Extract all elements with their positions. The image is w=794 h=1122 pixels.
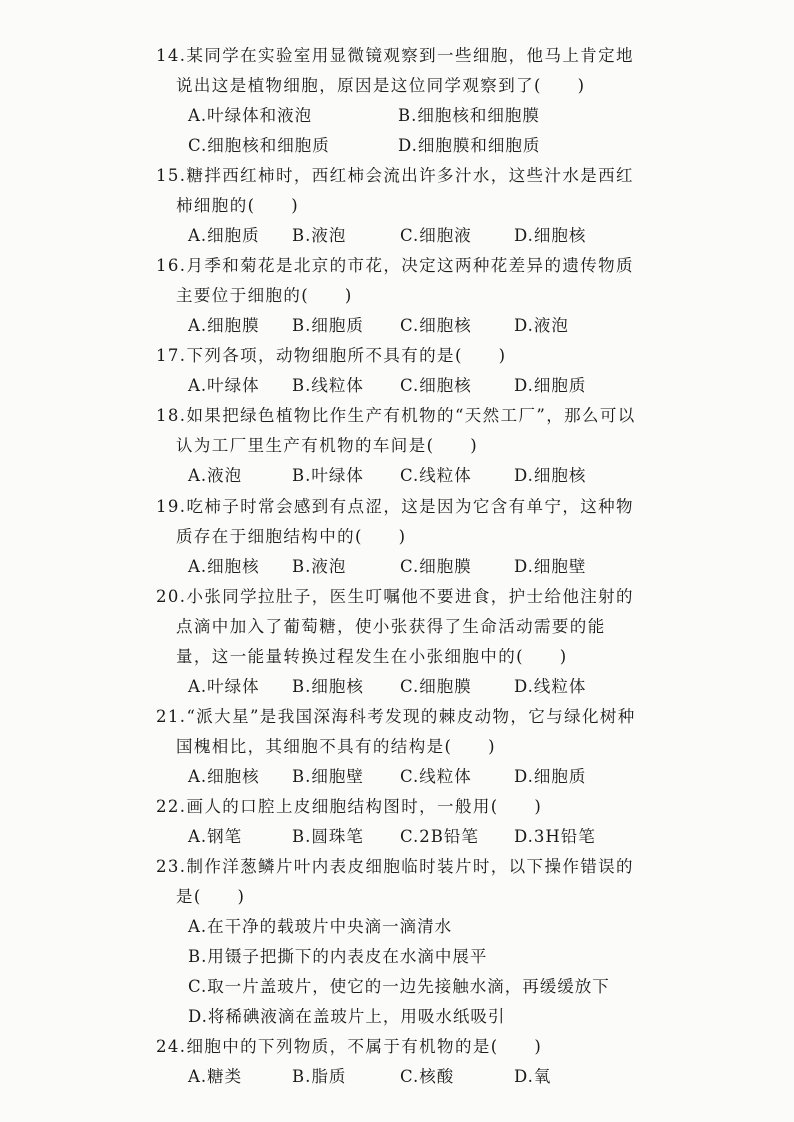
answer-option: B.细胞核和细胞膜	[398, 106, 540, 125]
question-stem-continued: 柿细胞的( )	[176, 196, 300, 215]
answer-option: C.2B铅笔	[400, 827, 479, 846]
answer-option: B.脂质	[292, 1067, 347, 1086]
answer-option: A.糖类	[188, 1067, 243, 1086]
question-stem: 20.小张同学拉肚子，医生叮嘱他不要进食，护士给他注射的	[156, 587, 634, 606]
answer-option: B.叶绿体	[292, 466, 364, 485]
answer-option: A.细胞膜	[188, 316, 260, 335]
answer-option: A.叶绿体	[188, 677, 260, 696]
question-stem: 23.制作洋葱鳞片叶内表皮细胞临时装片时，以下操作错误的	[156, 857, 634, 876]
answer-option: A.细胞核	[188, 557, 260, 576]
question-stem: 16.月季和菊花是北京的市花，决定这两种花差异的遗传物质	[156, 256, 634, 275]
answer-option: D.细胞膜和细胞质	[398, 136, 541, 155]
answer-option: D.线粒体	[514, 677, 587, 696]
answer-option: B.细胞核	[292, 677, 364, 696]
answer-option: A.在干净的载玻片中央滴一滴清水	[188, 917, 453, 936]
answer-option: C.细胞核	[400, 376, 472, 395]
answer-option: C.细胞膜	[400, 677, 472, 696]
answer-option: D.细胞核	[514, 226, 587, 245]
question-stem: 22.画人的口腔上皮细胞结构图时，一般用( )	[156, 797, 543, 816]
answer-option: A.液泡	[188, 466, 243, 485]
question-stem-continued: 认为工厂里生产有机物的车间是( )	[176, 436, 479, 455]
answer-option: B.液泡	[292, 226, 347, 245]
question-stem: 17.下列各项，动物细胞所不具有的是( )	[156, 346, 507, 365]
answer-option: B.线粒体	[292, 376, 364, 395]
answer-option: B.用镊子把撕下的内表皮在水滴中展平	[188, 947, 488, 966]
answer-option: C.细胞液	[400, 226, 472, 245]
answer-option: C.细胞膜	[400, 557, 472, 576]
answer-option: C.核酸	[400, 1067, 455, 1086]
answer-option: C.细胞核和细胞质	[188, 136, 330, 155]
answer-option: D.将稀碘液滴在盖玻片上，用吸水纸吸引	[188, 1007, 506, 1026]
answer-option: A.钢笔	[188, 827, 243, 846]
answer-option: D.细胞质	[514, 376, 587, 395]
answer-option: D.氧	[514, 1067, 552, 1086]
question-stem-continued: 是( )	[176, 887, 246, 906]
answer-option: A.叶绿体和液泡	[188, 106, 313, 125]
answer-option: D.细胞核	[514, 466, 587, 485]
answer-option: C.取一片盖玻片，使它的一边先接触水滴，再缓缓放下	[188, 977, 610, 996]
answer-option: A.叶绿体	[188, 376, 260, 395]
answer-option: B.细胞壁	[292, 767, 364, 786]
answer-option: D.细胞质	[514, 767, 587, 786]
answer-option: D.3H铅笔	[514, 827, 596, 846]
answer-option: A.细胞质	[188, 226, 260, 245]
question-stem: 14.某同学在实验室用显微镜观察到一些细胞，他马上肯定地	[156, 46, 634, 65]
answer-option: C.细胞核	[400, 316, 472, 335]
answer-option: B.圆珠笔	[292, 827, 364, 846]
question-stem: 19.吃柿子时常会感到有点涩，这是因为它含有单宁，这种物	[156, 497, 634, 516]
question-stem-continued: 主要位于细胞的( )	[176, 286, 353, 305]
answer-option: B.细胞质	[292, 316, 364, 335]
answer-option: D.液泡	[514, 316, 569, 335]
answer-option: C.线粒体	[400, 466, 472, 485]
question-stem: 15.糖拌西红柿时，西红柿会流出许多汁水，这些汁水是西红	[156, 166, 634, 185]
question-stem: 21.“派大星”是我国深海科考发现的棘皮动物，它与绿化树种	[156, 707, 636, 726]
question-stem: 18.如果把绿色植物比作生产有机物的“天然工厂”，那么可以	[156, 406, 636, 425]
answer-option: B.液泡	[292, 557, 347, 576]
answer-option: C.线粒体	[400, 767, 472, 786]
question-stem-continued: 质存在于细胞结构中的( )	[176, 527, 407, 546]
question-stem-continued: 说出这是植物细胞，原因是这位同学观察到了( )	[176, 76, 586, 95]
question-stem-continued: 点滴中加入了葡萄糖，使小张获得了生命活动需要的能	[176, 617, 606, 636]
question-stem: 24.细胞中的下列物质，不属于有机物的是( )	[156, 1037, 543, 1056]
question-stem-continued: 量，这一能量转换过程发生在小张细胞中的( )	[176, 647, 568, 666]
question-stem-continued: 国槐相比，其细胞不具有的结构是( )	[176, 737, 496, 756]
answer-option: D.细胞壁	[514, 557, 587, 576]
answer-option: A.细胞核	[188, 767, 260, 786]
